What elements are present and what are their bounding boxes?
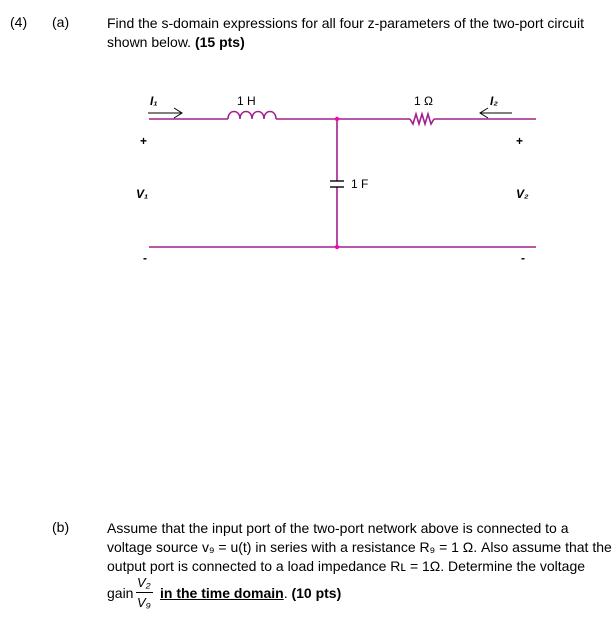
node-top [335, 117, 339, 121]
i2-label: I₂ [490, 94, 498, 108]
part-b-line3: output port is connected to a load impedance Rʟ = 1Ω. Determine the voltage [107, 558, 586, 574]
period: . [283, 585, 288, 601]
fraction-denominator: V₉ [137, 595, 151, 610]
v1-minus: - [143, 251, 147, 265]
part-b-line2: voltage source v₉ = u(t) in series with a resistance R₉ = 1 Ω. Also assume that the [107, 539, 612, 555]
gain-word: gain [107, 585, 134, 601]
part-b-points: (10 pts) [291, 585, 342, 601]
part-b-line1: Assume that the input port of the two-port network above is connected to a [107, 520, 569, 536]
part-a-line2-text: shown below. [107, 34, 192, 50]
v2-label: V₂ [516, 187, 529, 201]
fraction-bar [136, 592, 153, 593]
resistor [410, 114, 434, 124]
v1-label: V₁ [136, 187, 149, 201]
capacitor-label: 1 F [351, 177, 369, 191]
v1-plus: + [140, 134, 148, 148]
part-a-line1: Find the s-domain expressions for all four z-parameters of the two-port circuit [107, 15, 584, 31]
v2-plus: + [516, 134, 524, 148]
part-a-points: (15 pts) [194, 34, 245, 50]
fraction-numerator: V₂ [137, 575, 151, 590]
inductor-label: 1 H [237, 94, 256, 108]
part-b-text [107, 519, 612, 576]
question-number: (4) [10, 14, 28, 30]
inductor [228, 112, 276, 120]
time-domain-underlined: in the time domain [160, 585, 284, 601]
part-a-label: (a) [52, 14, 70, 30]
part-b-label: (b) [52, 519, 70, 535]
resistor-label: 1 Ω [414, 94, 433, 108]
v2-minus: - [521, 251, 525, 265]
part-b-final-line [160, 585, 341, 601]
node-bottom [335, 245, 339, 249]
i1-label: I₁ [150, 94, 158, 108]
